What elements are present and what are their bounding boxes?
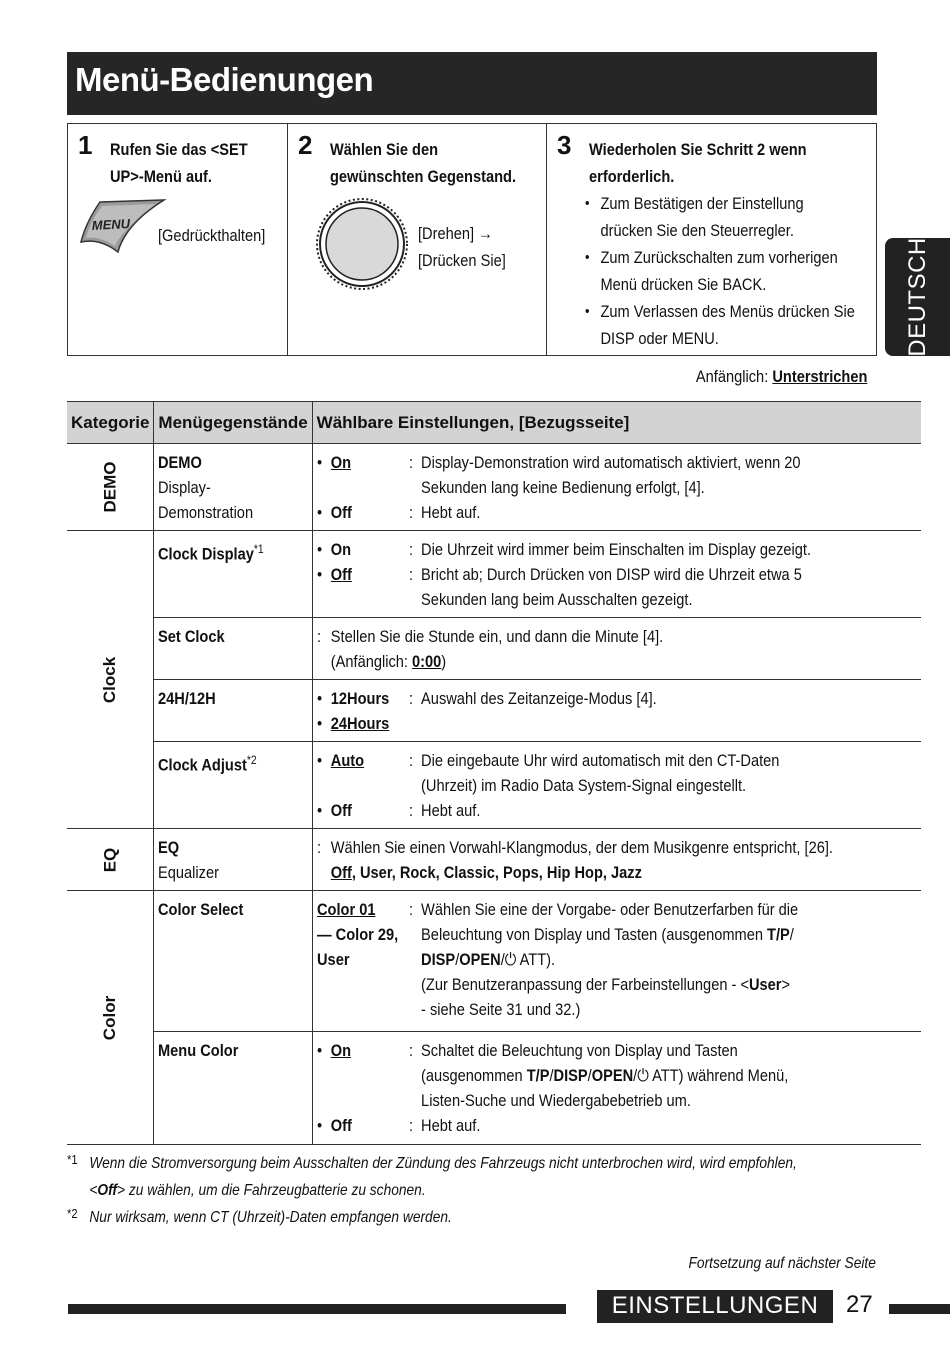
step-heading: Rufen Sie das <SET UP>-Menü auf. bbox=[110, 140, 248, 186]
item-cell: Menu Color bbox=[154, 1032, 312, 1145]
item-cell: EQ Equalizer bbox=[154, 829, 312, 891]
menu-button-label: MENU bbox=[91, 216, 131, 233]
power-icon: ⏻ bbox=[504, 950, 517, 969]
settings-cell: : Stellen Sie die Stunde ein, und dann die Minute [4]. (Anfänglich: 0:00) bbox=[312, 618, 920, 680]
item-cell: DEMO Display- Demonstration bbox=[154, 444, 312, 531]
section-tab bbox=[597, 1290, 833, 1323]
table-row bbox=[67, 531, 921, 618]
step-note: [Gedrückthalten] bbox=[158, 226, 266, 245]
settings-cell: • On : Die Uhrzeit wird immer beim Einschalten im Display gezeigt. • Off : Bricht ab; Durch Drücken von DISP wird die Uhrzeit etwa 5 Sekunden lang beim Ausschalten gezeigt. bbox=[312, 531, 920, 618]
continued-note: Fortsetzung auf nächster Seite bbox=[688, 1255, 876, 1272]
table-row bbox=[67, 891, 921, 1032]
language-tab bbox=[885, 238, 950, 356]
table-row bbox=[67, 742, 921, 829]
footnote: *2 Nur wirksam, wenn CT (Uhrzeit)-Daten empfangen werden. bbox=[67, 1206, 452, 1226]
title-bar bbox=[67, 52, 877, 115]
page-title: Menü-Bedienungen bbox=[75, 61, 374, 98]
column-header: Wählbare Einstellungen, [Bezugsseite] bbox=[312, 402, 920, 444]
section-label: EINSTELLUNGEN bbox=[611, 1292, 819, 1319]
table-row bbox=[67, 444, 921, 531]
bullet-item: • Zum Verlassen des Menüs drücken Sie DISP oder MENU. bbox=[585, 298, 855, 352]
step-heading: Wählen Sie den gewünschten Gegenstand. bbox=[330, 140, 517, 186]
category-cell: DEMO bbox=[67, 444, 154, 531]
column-header: Menügegenstände bbox=[154, 402, 312, 444]
table-row bbox=[67, 1032, 921, 1145]
step-2 bbox=[288, 124, 547, 355]
table-row bbox=[67, 829, 921, 891]
step-3-bullets bbox=[585, 190, 855, 352]
item-cell: Color Select bbox=[154, 891, 312, 1032]
step-number: 1 bbox=[78, 130, 93, 160]
step-1 bbox=[68, 124, 288, 355]
settings-cell: Color 01 — Color 29, User : Wählen Sie eine der Vorgabe- oder Benutzerfarben für die Beleuchtung von Display und Tasten (ausgenommen T/P/ DISP/OPEN/⏻ ATT). (Zur Benutzeranpassung der Farbeinstellungen - <User> - siehe Seite 31 und 32.) bbox=[312, 891, 920, 1032]
footnotes bbox=[67, 1150, 916, 1231]
category-cell: Clock bbox=[67, 531, 154, 829]
step-number: 3 bbox=[557, 130, 572, 160]
settings-cell: • Auto : Die eingebaute Uhr wird automatisch mit den CT-Daten (Uhrzeit) im Radio Data System-Signal eingestellt. • Off : Hebt auf. bbox=[312, 742, 920, 829]
table-row bbox=[67, 618, 921, 680]
category-cell: Color bbox=[67, 891, 154, 1145]
table-row bbox=[67, 680, 921, 742]
category-cell: EQ bbox=[67, 829, 154, 891]
bullet-item: • Zum Zurückschalten zum vorherigen Menü drücken Sie BACK. bbox=[585, 244, 855, 298]
step-heading: Wiederholen Sie Schritt 2 wenn erforderlich. bbox=[589, 140, 807, 186]
control-dial-icon bbox=[314, 196, 410, 292]
step-3 bbox=[547, 124, 876, 355]
initial-note: Anfänglich: Unterstrichen bbox=[695, 367, 867, 386]
settings-cell: • 12Hours : Auswahl des Zeitanzeige-Modus [4]. • 24Hours bbox=[312, 680, 920, 742]
settings-cell: • On : Schaltet die Beleuchtung von Display und Tasten (ausgenommen T/P/DISP/OPEN/⏻ ATT) während Menü, Listen-Suche und Wiedergabebetrieb um. • Off : Hebt auf. bbox=[312, 1032, 920, 1145]
page-number: 27 bbox=[846, 1291, 873, 1318]
footnote: *1 Wenn die Stromversorgung beim Ausschalten der Zündung des Fahrzeugs nicht unterbrochen wird, wird empfohlen, <Off> zu wählen, um die Fahrzeugbatterie zu schonen. bbox=[67, 1152, 797, 1199]
menu-button-icon bbox=[78, 196, 168, 258]
step-note-press: [Drücken Sie] bbox=[418, 251, 506, 270]
item-cell: Set Clock bbox=[154, 618, 312, 680]
steps-box bbox=[67, 123, 877, 356]
settings-cell: : Wählen Sie einen Vorwahl-Klangmodus, der dem Musikgenre entspricht, [26]. Off, User, Rock, Classic, Pops, Hip Hop, Jazz bbox=[312, 829, 920, 891]
item-cell: Clock Adjust$^{*2}$ bbox=[154, 742, 312, 829]
column-header: Kategorie bbox=[67, 402, 154, 444]
footer-rule bbox=[68, 1304, 566, 1314]
item-cell: Clock Display$^{*1}$ bbox=[154, 531, 312, 618]
step-number: 2 bbox=[298, 130, 313, 160]
language-label: DEUTSCH bbox=[903, 237, 931, 357]
power-icon: ⏻ bbox=[636, 1066, 649, 1085]
footer-rule bbox=[889, 1304, 950, 1314]
bullet-item: • Zum Bestätigen der Einstellung drücken Sie den Steuerregler. bbox=[585, 190, 855, 244]
settings-cell: • On : Display-Demonstration wird automatisch aktiviert, wenn 20 Sekunden lang keine Bedienung erfolgt, [4]. • Off : Hebt auf. bbox=[312, 444, 920, 531]
settings-table bbox=[67, 401, 921, 1145]
step-note-rotate: [Drehen] → bbox=[418, 224, 493, 243]
item-cell: 24H/12H bbox=[154, 680, 312, 742]
table-header-row bbox=[67, 402, 921, 444]
